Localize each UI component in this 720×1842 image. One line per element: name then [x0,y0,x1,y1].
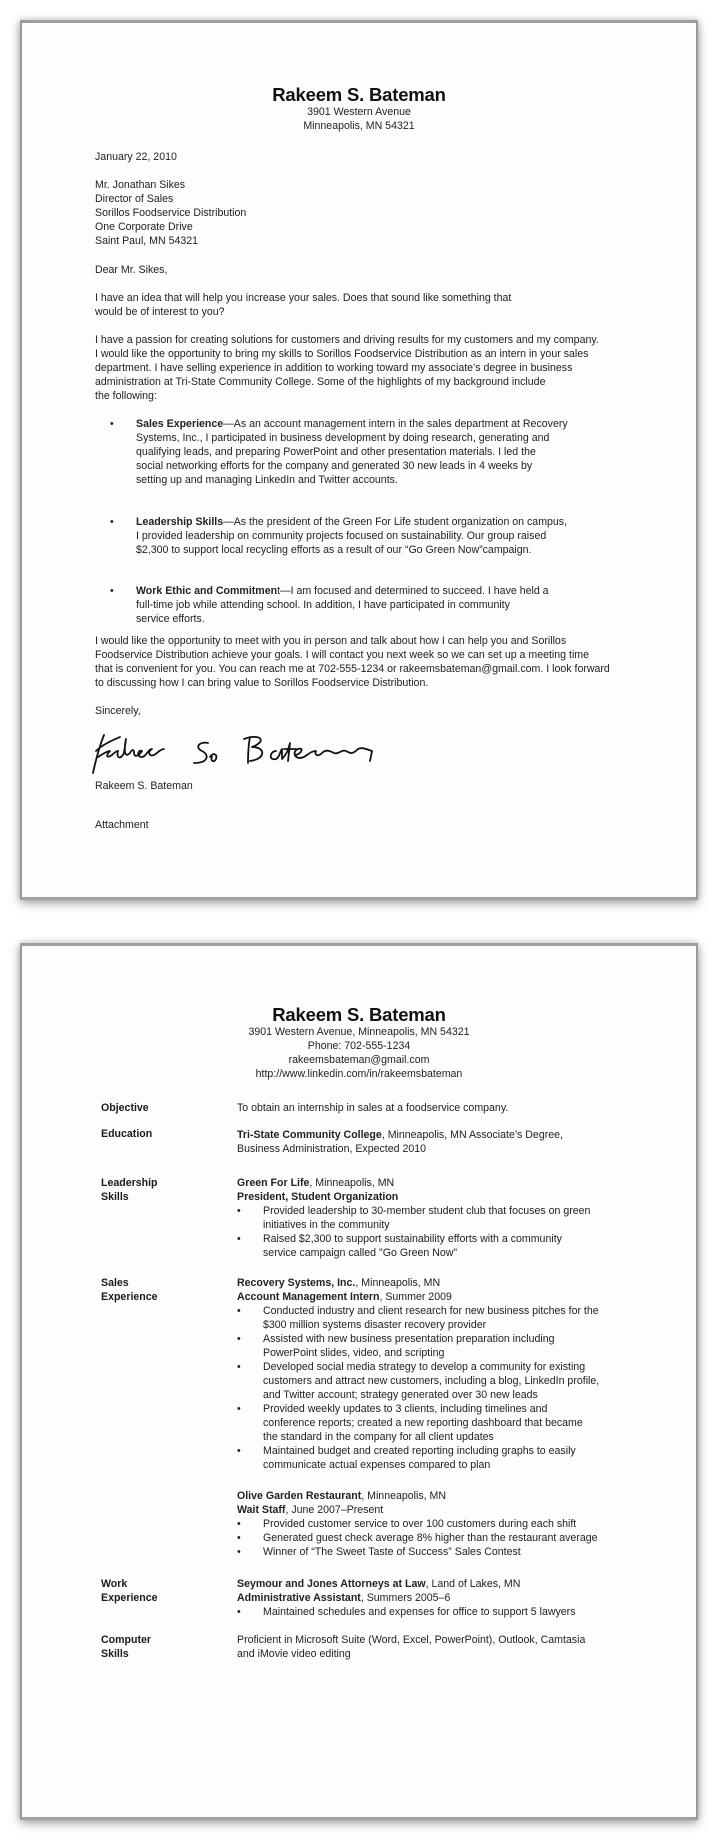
role-dates: , June 2007–Present [285,1504,384,1516]
education-details: , Minneapolis, MN Associate’s Degree, [381,1129,563,1141]
highlight-line: social networking efforts for the company and generated 30 new leads in 4 weeks by [136,460,533,472]
letter-enclosure: Attachment [95,819,149,831]
section-label-objective: Objective [101,1102,149,1114]
paragraph-line: the following: [95,390,157,402]
bullet-icon: • [237,1445,241,1457]
bullet-line: Raised $2,300 to support sustainability efforts with a community [263,1233,562,1245]
bullet-line: service campaign called "Go Green Now" [263,1247,458,1259]
letter-sender-address-line1: 3901 Western Avenue [307,106,411,118]
highlight-line: qualifying leads, and preparing PowerPoint and other presentation materials. I led the [136,446,536,458]
bullet-line: Provided leadership to 30-member student club that focuses on green [263,1205,591,1217]
paragraph-line: I have a passion for creating solutions for customers and driving results for my customers and my company. [95,334,599,346]
label-line: Experience [101,1291,158,1303]
bullet-icon: • [110,516,114,528]
org-name: Olive Garden Restaurant [237,1490,362,1502]
bullet-line: Conducted industry and client research for new business pitches for the [263,1305,599,1317]
letter-paragraph-background [95,333,599,403]
bullet-line: PowerPoint slides, video, and scripting [263,1347,445,1359]
job-org [237,1489,446,1503]
highlight-line: service efforts. [136,613,205,625]
bullet-icon: • [237,1305,241,1317]
bullet-line: $300 million systems disaster recovery provider [263,1319,487,1331]
label-line: Skills [101,1191,129,1203]
section-label-leadership [101,1176,158,1204]
role-title: Account Management Intern [237,1291,380,1303]
highlight-line: Systems, Inc., I participated in business development by doing research, generating and [136,432,550,444]
bullet-line: initiatives in the community [263,1219,390,1231]
bullet-line: Provided weekly updates to 3 clients, including timelines and [263,1403,548,1415]
highlight-lead: t—I am focused and determined to succeed. I have held a [277,585,549,597]
bullet-icon: • [237,1333,241,1345]
objective-text: To obtain an internship in sales at a foodservice company. [237,1102,509,1114]
bullet-icon: • [237,1403,241,1415]
org-location: , Minneapolis, MN [309,1177,395,1189]
recipient-line: Mr. Jonathan Sikes [95,179,186,191]
section-label-education: Education [101,1128,153,1140]
recipient-line: Sorillos Foodservice Distribution [95,207,247,219]
bullet-icon: • [237,1546,241,1558]
cover-letter-page [20,20,698,900]
letter-date: January 22, 2010 [95,151,177,163]
paragraph-line: department. I have selling experience in addition to working toward my associate’s degree in business [95,362,573,374]
highlight-line: setting up and managing LinkedIn and Twitter accounts. [136,474,398,486]
job-role [237,1591,450,1605]
job-org [237,1276,440,1290]
resume-email: rakeemsbateman@gmail.com [288,1054,430,1066]
letter-greeting: Dear Mr. Sikes, [95,264,168,276]
resume-phone: Phone: 702-555-1234 [307,1040,411,1052]
recipient-line: Saint Paul, MN 54321 [95,235,199,247]
label-line: Skills [101,1648,129,1660]
education-school: Tri-State Community College [237,1129,382,1141]
org-name: Seymour and Jones Attorneys at Law [237,1578,426,1590]
bullet-line: the standard in the company for all client updates [263,1431,494,1443]
bullet-icon: • [110,418,114,430]
highlight-line: full-time job while attending school. In addition, I have participated in community [136,599,510,611]
job-org [237,1577,520,1591]
computer-skills-line2: and iMovie video editing [237,1648,351,1660]
label-line: Sales [101,1277,129,1289]
bullet-line: Generated guest check average 8% higher than the restaurant average [263,1532,598,1544]
highlight-leadership-skills [110,515,670,557]
bullet-icon: • [237,1518,241,1530]
paragraph-line: I have an idea that will help you increase your sales. Does that sound like something that [95,292,512,304]
job-role [237,1290,452,1304]
job-role [237,1503,383,1517]
bullet-icon: • [237,1361,241,1373]
paragraph-line: I would like the opportunity to bring my skills to Sorillos Foodservice Distribution as an intern in your sales [95,348,589,360]
bullet-line: Developed social media strategy to develop a community for existing [263,1361,586,1373]
computer-skills-line1: Proficient in Microsoft Suite (Word, Excel, PowerPoint), Outlook, Camtasia [237,1634,586,1646]
bullet-line: Assisted with new business presentation preparation including [263,1333,555,1345]
paragraph-line: Foodservice Distribution achieve your goals. I will contact you next week so we can set up a meeting time [95,649,590,661]
highlight-lead: —As the president of the Green For Life student organization on campus, [223,516,568,528]
highlight-title: Leadership Skills [136,516,224,528]
recipient-line: Director of Sales [95,193,174,205]
highlight-title: Work Ethic and Commitmen [136,585,278,597]
highlight-title: Sales Experience [136,418,224,430]
resume-page [20,943,698,1820]
leadership-role: President, Student Organization [237,1191,399,1203]
label-line: Computer [101,1634,152,1646]
org-location: , Land of Lakes, MN [425,1578,521,1590]
bullet-line: Provided customer service to over 100 customers during each shift [263,1518,577,1530]
bullet-line: conference reports; created a new reporting dashboard that became [263,1417,583,1429]
bullet-icon: • [110,585,114,597]
highlight-work-ethic [110,584,670,626]
paragraph-line: that is convenient for you. You can reach me at 702-555-1234 or rakeemsbateman@gmail.com. I look forward [95,663,610,675]
role-title: Wait Staff [237,1504,286,1516]
bullet-icon: • [237,1532,241,1544]
paragraph-line: would be of interest to you? [95,306,225,318]
label-line: Leadership [101,1177,158,1189]
org-name: Green For Life [237,1177,310,1189]
section-label-sales [101,1276,158,1304]
bullet-line: and Twitter account; strategy generated over 30 new leads [263,1389,538,1401]
highlight-lead: —As an account management intern in the sales department at Recovery [223,418,568,430]
signature-image [90,731,380,777]
bullet-line: Maintained schedules and expenses for office to support 5 lawyers [263,1606,576,1618]
bullet-line: Maintained budget and created reporting including graphs to easily [263,1445,576,1457]
bullet-icon: • [237,1205,241,1217]
letter-signed-name: Rakeem S. Bateman [95,780,193,792]
bullet-line: Winner of “The Sweet Taste of Success” Sales Contest [263,1546,521,1558]
role-dates: , Summers 2005–6 [360,1592,451,1604]
education-line2: Business Administration, Expected 2010 [237,1143,427,1155]
bullet-icon: • [237,1606,241,1618]
bullet-line: customers and attract new customers, including a blog, LinkedIn profile, [263,1375,600,1387]
resume-website: http://www.linkedin.com/in/rakeemsbateman [255,1068,463,1080]
letter-paragraph-closing [95,634,610,690]
role-dates: , Summer 2009 [379,1291,452,1303]
label-line: Experience [101,1592,158,1604]
org-location: , Minneapolis, MN [355,1277,441,1289]
paragraph-line: to discussing how I can bring value to Sorillos Foodservice Distribution. [95,677,429,689]
label-line: Work [101,1578,128,1590]
resume-address: 3901 Western Avenue, Minneapolis, MN 54321 [248,1026,470,1038]
org-location: , Minneapolis, MN [361,1490,447,1502]
org-name: Recovery Systems, Inc. [237,1277,356,1289]
paragraph-line: I would like the opportunity to meet with you in person and talk about how I can help you and Sorillos [95,635,567,647]
highlight-sales-experience [110,417,670,487]
letter-sender-address-line2: Minneapolis, MN 54321 [303,120,415,132]
section-label-computer [101,1633,151,1661]
highlight-line: $2,300 to support local recycling efforts as a result of our “Go Green Now”campaign. [136,544,532,556]
recipient-line: One Corporate Drive [95,221,193,233]
resume-name: Rakeem S. Bateman [272,1004,446,1025]
section-label-work [101,1577,158,1605]
leadership-org [237,1176,394,1190]
bullet-icon: • [237,1233,241,1245]
letter-closing: Sincerely, [95,705,141,717]
letter-paragraph-intro [95,291,511,319]
bullet-line: communicate actual expenses compared to plan [263,1459,491,1471]
education-line1 [237,1128,563,1142]
role-title: Administrative Assistant [237,1592,361,1604]
letter-sender-name: Rakeem S. Bateman [272,84,446,105]
paragraph-line: administration at Tri-State Community College. Some of the highlights of my background include [95,376,546,388]
highlight-line: I provided leadership on community projects focused on sustainability. Our group raised [136,530,547,542]
letter-recipient-block [95,178,246,248]
